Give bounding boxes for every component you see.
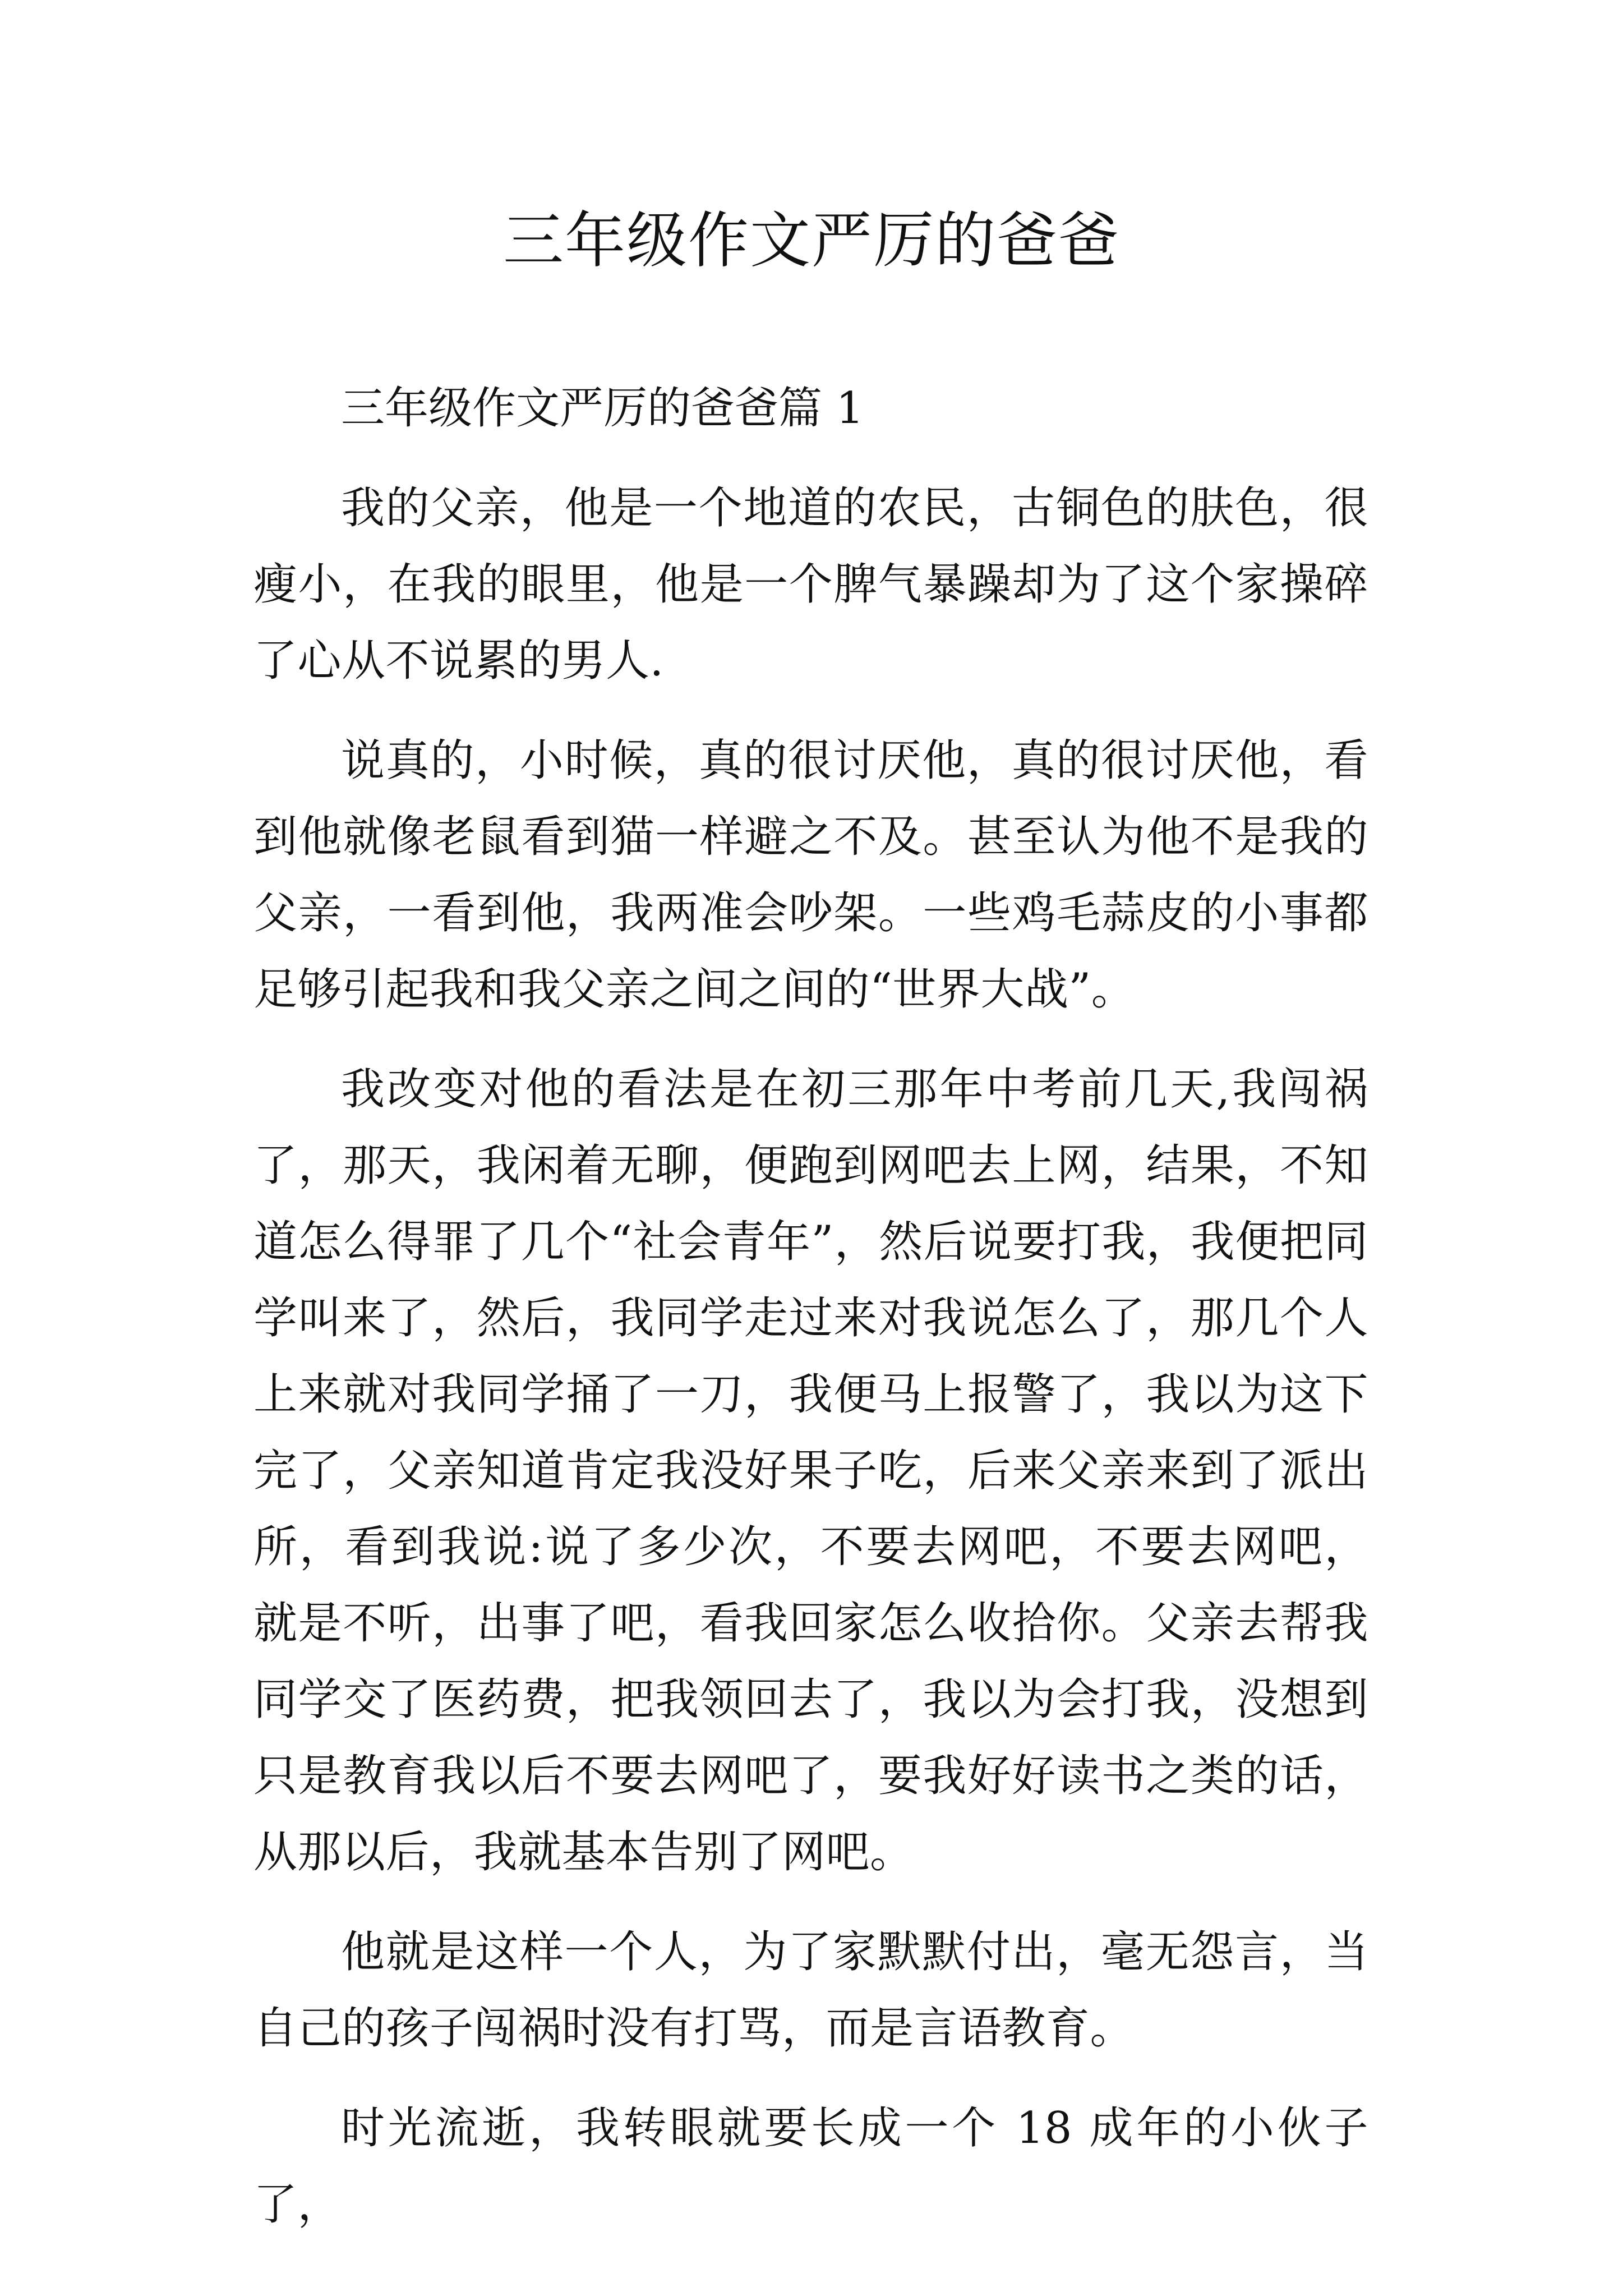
paragraph: 他就是这样一个人，为了家默默付出，毫无怨言，当自己的孩子闯祸时没有打骂，而是言语教育。 bbox=[253, 1927, 1368, 2054]
section-heading: 三年级作文严厉的爸爸篇 1 bbox=[341, 383, 864, 434]
paragraph: 我的父亲，他是一个地道的农民，古铜色的肤色，很瘦小，在我的眼里，他是一个脾气暴躁却为了这个家操碎了心从不说累的男人. bbox=[253, 483, 1368, 686]
paragraph: 时光流逝，我转眼就要长成一个 18 成年的小伙子了， bbox=[253, 2103, 1368, 2230]
paragraph: 我改变对他的看法是在初三那年中考前几天,我闯祸了，那天，我闲着无聊，便跑到网吧去上网，结果，不知道怎么得罪了几个“社会青年”，然后说要打我，我便把同学叫来了，然后，我同学走过来对我说怎么了，那几个人上来就对我同学捅了一刀，我便马上报警了，我以为这下完了，父亲知道肯定我没好果子吃，后来父亲来到了派出所，看到我说:说了多少次，不要去网吧，不要去网吧，就是不听，出事了吧，看我回家怎么收拾你。父亲去帮我同学交了医药费，把我领回去了，我以为会打我，没想到只是教育我以后不要去网吧了，要我好好读书之类的话，从那以后，我就基本告别了网吧。 bbox=[253, 1064, 1368, 1878]
document-title: 三年级作文严厉的爸爸 bbox=[502, 206, 1120, 276]
document-body bbox=[253, 370, 1368, 2266]
paragraph: 说真的，小时候，真的很讨厌他，真的很讨厌他，看到他就像老鼠看到猫一样避之不及。甚至认为他不是我的父亲，一看到他，我两准会吵架。一些鸡毛蒜皮的小事都足够引起我和我父亲之间之间的“世界大战”。 bbox=[253, 735, 1368, 1015]
